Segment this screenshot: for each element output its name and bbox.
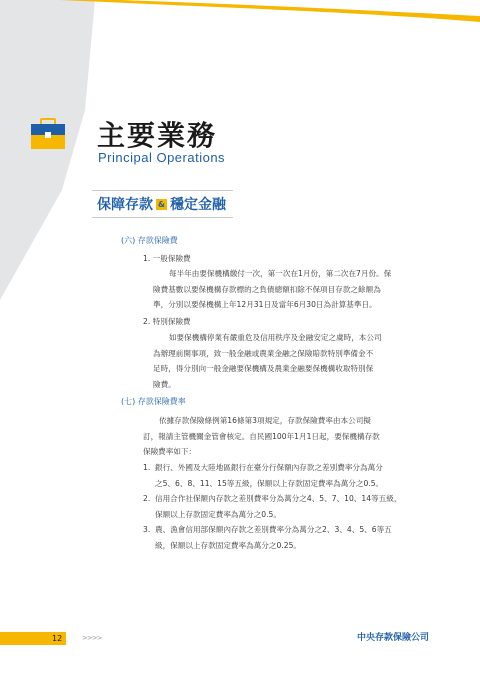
list-item-line: 信用合作社保額內存款之差別費率分為萬分之4、5、7、10、14等五級，	[155, 494, 402, 503]
page-number: 12	[52, 634, 63, 643]
paragraph-line: 險費。	[153, 379, 176, 389]
list-item-number: 2.	[143, 494, 151, 503]
list-item-line: 保額以上存款固定費率為萬分之0.5。	[155, 510, 281, 519]
paragraph-special-premium	[153, 330, 433, 392]
paragraph-line: 保險費率如下：	[143, 447, 197, 456]
section-title-left: 保障存款	[97, 197, 153, 213]
paragraph-line: 為辦理前開事項，致一般金融或農業金融之保險賠款特別準備金不	[153, 348, 374, 358]
paragraph-line: 每半年由要保機構繳付一次，第一次在1月份，第二次在7月份。保	[168, 269, 392, 278]
list-item-number: 3.	[143, 525, 151, 534]
paragraph-line: 如要保機構停業有嚴重危及信用秩序及金融安定之虞時，本公司	[168, 333, 382, 342]
page-title: 主要業務	[97, 119, 218, 152]
paragraph-line: 依據存款保險條例第16條第3項規定，存款保險費率由本公司擬	[158, 416, 371, 425]
subheading-general-premium: 1. 一般保險費	[143, 254, 191, 263]
list-item-line: 之5、6、8、11、15等五級，保額以上存款固定費率為萬分之0.5。	[155, 479, 384, 488]
section-ampersand-badge: &	[156, 199, 167, 210]
list-item-line: 級，保額以上存款固定費率為萬分之0.25。	[155, 541, 301, 550]
section-title-right: 穩定金融	[170, 197, 226, 213]
heading-premium-rates: (七) 存款保險費率	[121, 397, 186, 406]
paragraph-line: 準，分別以要保機構上年12月31日及當年6月30日為計算基準日。	[153, 300, 377, 309]
paragraph-general-premium	[153, 266, 433, 313]
briefcase-icon	[30, 118, 66, 150]
list-item-line: 銀行、外國及大陸地區銀行在臺分行保額內存款之差別費率分為萬分	[155, 463, 383, 472]
footer-chevrons: >>>>	[82, 634, 102, 642]
list-item	[143, 460, 425, 492]
paragraph-premium-rates-intro	[143, 413, 433, 460]
organization-name: 中央存款保險公司	[357, 633, 430, 643]
section-heading	[92, 190, 233, 218]
list-item	[143, 491, 425, 523]
page-subtitle: Principal Operations	[98, 150, 226, 165]
paragraph-line: 訂，報請主管機關金管會核定。自民國100年1月1日起，要保機構存款	[143, 431, 380, 441]
paragraph-line: 足時，得分別向一般金融要保機構及農業金融要保機構收取特別保	[153, 364, 374, 373]
top-accent-stripe	[60, 0, 480, 30]
list-item-line: 農、漁會信用部保額內存款之差別費率分為萬分之2、3、4、5、6等五	[155, 525, 392, 534]
heading-deposit-insurance-premium: (六) 存款保險費	[121, 236, 178, 245]
paragraph-line: 險費基數以要保機構存款標的之負債總額扣除不保項目存款之餘額為	[153, 284, 381, 294]
subheading-special-premium: 2. 特別保險費	[143, 317, 191, 326]
list-item	[143, 522, 425, 554]
list-item-number: 1.	[143, 463, 151, 472]
